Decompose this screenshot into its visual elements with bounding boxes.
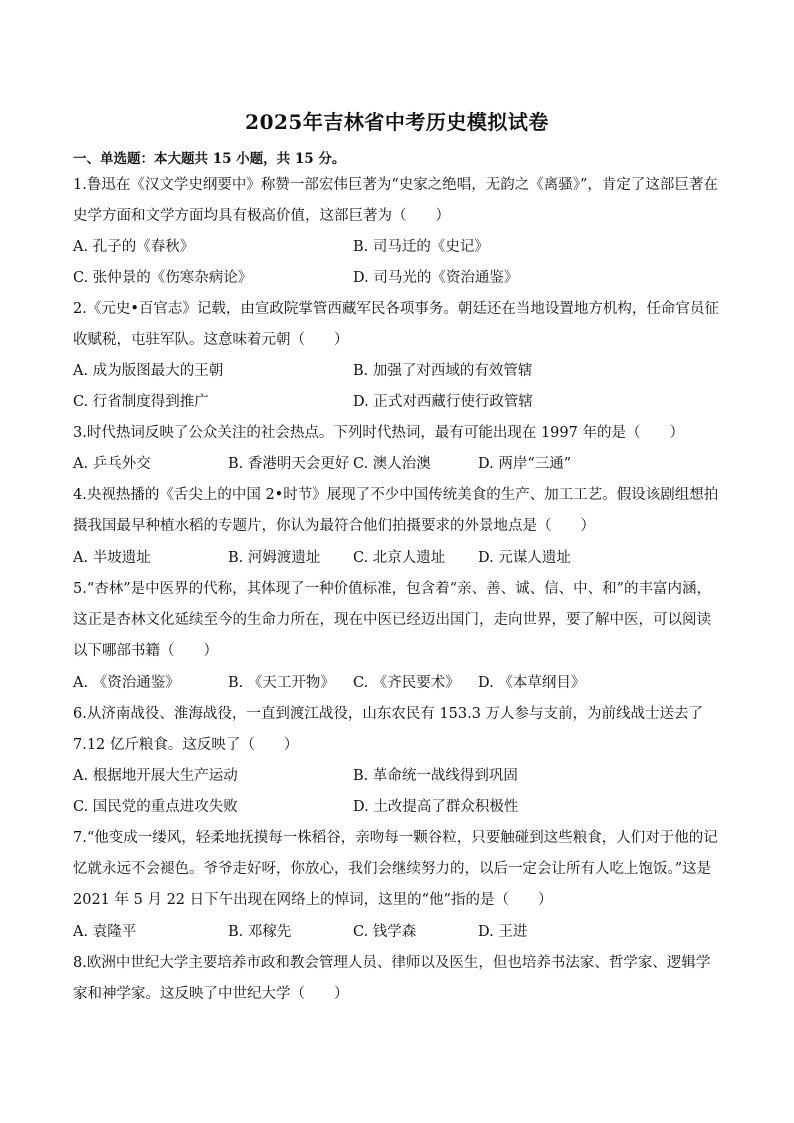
option-b[interactable]: B. 司马迁的《史记》 <box>353 239 489 255</box>
option-b[interactable]: B. 邓稼先 <box>228 924 292 940</box>
question-6: 6.从济南战役、淮海战役，一直到渡江战役，山东农民有 153.3 万人参与支前，为前线战士送去了 7.12 亿斤粮食。这反映了（ ） <box>73 706 704 753</box>
option-c[interactable]: C. 北京人遗址 <box>353 550 446 566</box>
option-c[interactable]: C. 行省制度得到推广 <box>73 394 209 410</box>
option-d[interactable]: D. 元谋人遗址 <box>478 550 571 566</box>
options-row <box>73 232 723 263</box>
options-row <box>73 668 723 699</box>
option-b[interactable]: B. 加强了对西域的有效管辖 <box>353 363 533 379</box>
page-title: 2025年吉林省中考历史模拟试卷 <box>245 110 549 134</box>
option-d[interactable]: D. 王进 <box>478 924 528 940</box>
question-5: 5.“杏林”是中医界的代称，其体现了一种价值标准，包含着“亲、善、诚、信、中、和”的丰富内涵，这正是杏林文化延续至今的生命力所在，现在中医已经迈出国门，走向世界，要了解中医，可以阅读以下哪部书籍（ ） <box>73 581 711 659</box>
section-heading: 一、单选题：本大题共 15 小题，共 15 分。 <box>73 151 346 167</box>
option-a[interactable]: A. 袁隆平 <box>73 924 137 940</box>
option-c[interactable]: C. 钱学森 <box>353 924 417 940</box>
options-row <box>73 356 723 387</box>
question-2: 2.《元史•百官志》记载，由宣政院掌管西藏军民各项事务。朝廷还在当地设置地方机构，任命官员征收赋税，屯驻军队。这意味着元朝（ ） <box>73 301 719 348</box>
options-row <box>73 387 723 418</box>
question-4: 4.央视热播的《舌尖上的中国 2•时节》展现了不少中国传统美食的生产、加工工艺。假设该剧组想拍摄我国最早种植水稻的专题片，你认为最符合他们拍摄要求的外景地点是（ ） <box>73 487 719 534</box>
options-row <box>73 792 723 823</box>
option-d[interactable]: D. 两岸“三通” <box>478 456 572 472</box>
option-a[interactable]: A. 成为版图最大的王朝 <box>73 363 224 379</box>
option-a[interactable]: A. 根据地开展大生产运动 <box>73 768 238 784</box>
option-b[interactable]: B. 《天工开物》 <box>228 675 335 691</box>
question-3: 3.时代热词反映了公众关注的社会热点。下列时代热词，最有可能出现在 1997 年的是（ ） <box>73 425 684 441</box>
options-row <box>73 761 723 792</box>
options-row <box>73 263 723 294</box>
question-8: 8.欧洲中世纪大学主要培养市政和教会管理人员、律师以及医生，但也培养书法家、哲学家、逻辑学家和神学家。这反映了中世纪大学（ ） <box>73 955 711 1002</box>
options-row <box>73 917 723 948</box>
options-row <box>73 543 723 574</box>
option-d[interactable]: D. 《本草纲目》 <box>478 675 586 691</box>
option-a[interactable]: A. 孔子的《春秋》 <box>73 239 195 255</box>
question-1: 1.鲁迅在《汉文学史纲要中》称赞一部宏伟巨著为“史家之绝唱，无韵之《离骚》”，肯定了这部巨著在史学方面和文学方面均具有极高价值，这部巨著为（ ） <box>73 177 718 224</box>
option-c[interactable]: C. 《齐民要术》 <box>353 675 460 691</box>
option-c[interactable]: C. 张仲景的《伤寒杂病论》 <box>73 270 253 286</box>
option-a[interactable]: A. 《资治通鉴》 <box>73 675 180 691</box>
option-a[interactable]: A. 乒乓外交 <box>73 456 151 472</box>
option-c[interactable]: C. 国民党的重点进攻失败 <box>73 799 238 815</box>
option-b[interactable]: B. 香港明天会更好 <box>228 456 350 472</box>
option-d[interactable]: D. 土改提高了群众积极性 <box>353 799 519 815</box>
options-row <box>73 449 723 480</box>
option-b[interactable]: B. 革命统一战线得到巩固 <box>353 768 518 784</box>
option-d[interactable]: D. 司马光的《资治通鉴》 <box>353 270 519 286</box>
option-d[interactable]: D. 正式对西藏行使行政管辖 <box>353 394 533 410</box>
question-7: 7.“他变成一缕风，轻柔地抚摸每一株稻谷，亲吻每一颗谷粒，只要触碰到这些粮食，人们对于他的记忆就永远不会褪色。爷爷走好呀，你放心，我们会继续努力的，以后一定会让所有人吃上饱饭。”这是 2021 年 5 月 22 日下午出现在网络上的悼词，这里的“他”指的是（ ） <box>73 830 718 908</box>
option-a[interactable]: A. 半坡遗址 <box>73 550 151 566</box>
option-b[interactable]: B. 河姆渡遗址 <box>228 550 321 566</box>
option-c[interactable]: C. 澳人治澳 <box>353 456 431 472</box>
